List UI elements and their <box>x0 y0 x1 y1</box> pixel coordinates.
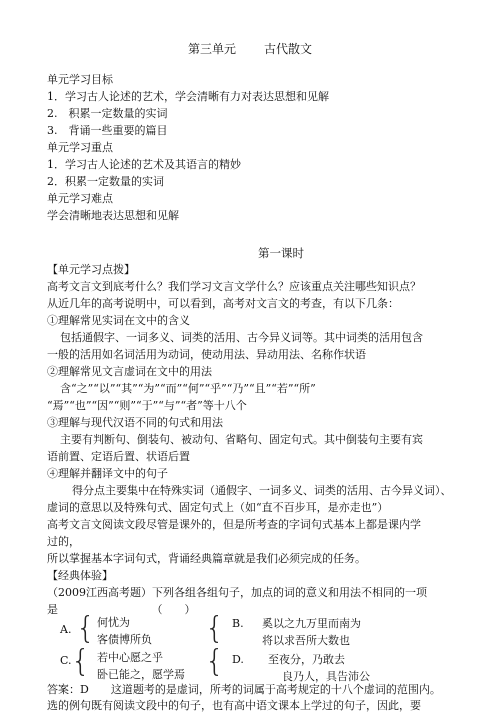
guide-line: 从近几年的高考说明中，可以看到，高考对文言文的考查，有以下几条： <box>47 297 399 310</box>
guide-point-4: ④理解并翻译文中的句子 <box>47 467 168 480</box>
guide-line: “焉”“也”“因”“则”“于”“与”“者”等十八个 <box>47 399 247 412</box>
goals-heading: 单元学习目标 <box>47 73 113 86</box>
option-a-sentence-1: 何忧为 <box>97 616 130 629</box>
guide-line: 语前置、定语后置、状语后置 <box>47 450 190 463</box>
focus-item: 1．学习古人论述的艺术及其语言的精妙 <box>47 158 241 171</box>
option-c-sentence-1: 若中心愿之乎 <box>97 651 163 664</box>
experience-heading: 【经典体验】 <box>47 569 113 582</box>
guide-line: 高考文言文阅读文段尽管是课外的，但是所考查的字词句式基本上都是课内学 <box>47 518 421 531</box>
option-b-label: B. <box>232 617 244 630</box>
guide-point-1: ①理解常见实词在文中的含义 <box>47 314 190 327</box>
brace-c: { <box>71 644 91 679</box>
option-b-sentence-1: 奚以之九万里而南为 <box>262 617 361 630</box>
guide-line: 虚词的意思以及特殊句式、固定句式上（如“直不百步耳，是亦走也”） <box>47 501 389 514</box>
unit-name: 古代散文 <box>264 42 313 56</box>
answer-line: 答案：D 这道题考的是虚词，所考的词属于高考规定的十八个虚词的范围内。 <box>47 683 441 696</box>
option-c-label: C. <box>60 654 72 667</box>
difficulty-text: 学会清晰地表达思想和见解 <box>47 209 179 222</box>
guide-point-2: ②理解常见文言虚词在文中的用法 <box>47 365 212 378</box>
focus-item: 2．积累一定数量的实词 <box>47 175 164 188</box>
option-c-sentence-2: 卧已能之，愿学焉 <box>97 668 185 681</box>
guide-line: 含“之”“以”“其”“为”“而”“何”“乎”“乃”“且”“若”“所” <box>60 382 316 395</box>
brace-d-left: { <box>205 644 225 679</box>
goal-item: 1．学习古人论述的艺术，学会清晰有力对表达思想和见解 <box>47 90 329 103</box>
guide-line: 主要有判断句、倒装句、被动句、省略句、固定句式。其中倒装句主要有宾 <box>60 433 423 446</box>
unit-label: 第三单元 <box>188 42 237 56</box>
lesson-title: 第一课时 <box>258 246 304 260</box>
guide-heading: 【单元学习点拨】 <box>47 263 135 276</box>
difficulty-heading: 单元学习难点 <box>47 192 113 205</box>
option-d-sentence-2: 良乃人，具告沛公 <box>282 670 370 683</box>
option-a-label: A. <box>60 623 72 636</box>
option-a-sentence-2: 客债博所负 <box>97 633 152 646</box>
goal-item: 2. 积累一定数量的实词 <box>47 107 168 120</box>
guide-point-3: ③理解与现代汉语不同的句式和用法 <box>47 416 223 429</box>
focus-heading: 单元学习重点 <box>47 141 113 154</box>
guide-line: 过的， <box>47 535 80 548</box>
goal-item: 3. 背诵一些重要的篇目 <box>47 124 168 137</box>
page-title <box>188 42 312 56</box>
guide-line: 高考文言文到底考什么？我们学习文言文学什么？应该重点关注哪些知识点？ <box>47 280 421 293</box>
guide-line: 所以掌握基本字词句式，背诵经典篇章就是我们必须完成的任务。 <box>47 552 366 565</box>
option-d-sentence-1: 至夜分，乃敢去 <box>268 653 345 666</box>
option-d-label: D. <box>232 653 244 666</box>
answer-line: 选的例句既有阅读文段中的句子，也有高中语文课本上学过的句子，因此，要 <box>47 699 421 712</box>
guide-line: 一般的活用如名词活用为动词，使动用法、异动用法、名称作状语 <box>47 348 366 361</box>
brace-b-left: { <box>205 611 225 646</box>
guide-line: 包括通假字、一词多义、词类的活用、古今异义词等。其中词类的活用包含 <box>60 331 423 344</box>
question-line: 是 （ ） <box>47 603 196 616</box>
question-line: （2009江西高考题）下列各组各组句子，加点的词的意义和用法不相同的一项 <box>47 586 427 599</box>
brace-a: { <box>76 611 96 646</box>
guide-line: 得分点主要集中在特殊实词（通假字、一词多义、词类的活用、古今异义词）、 <box>72 484 452 497</box>
option-b-sentence-2: 将以求吾所大数也 <box>262 634 350 647</box>
